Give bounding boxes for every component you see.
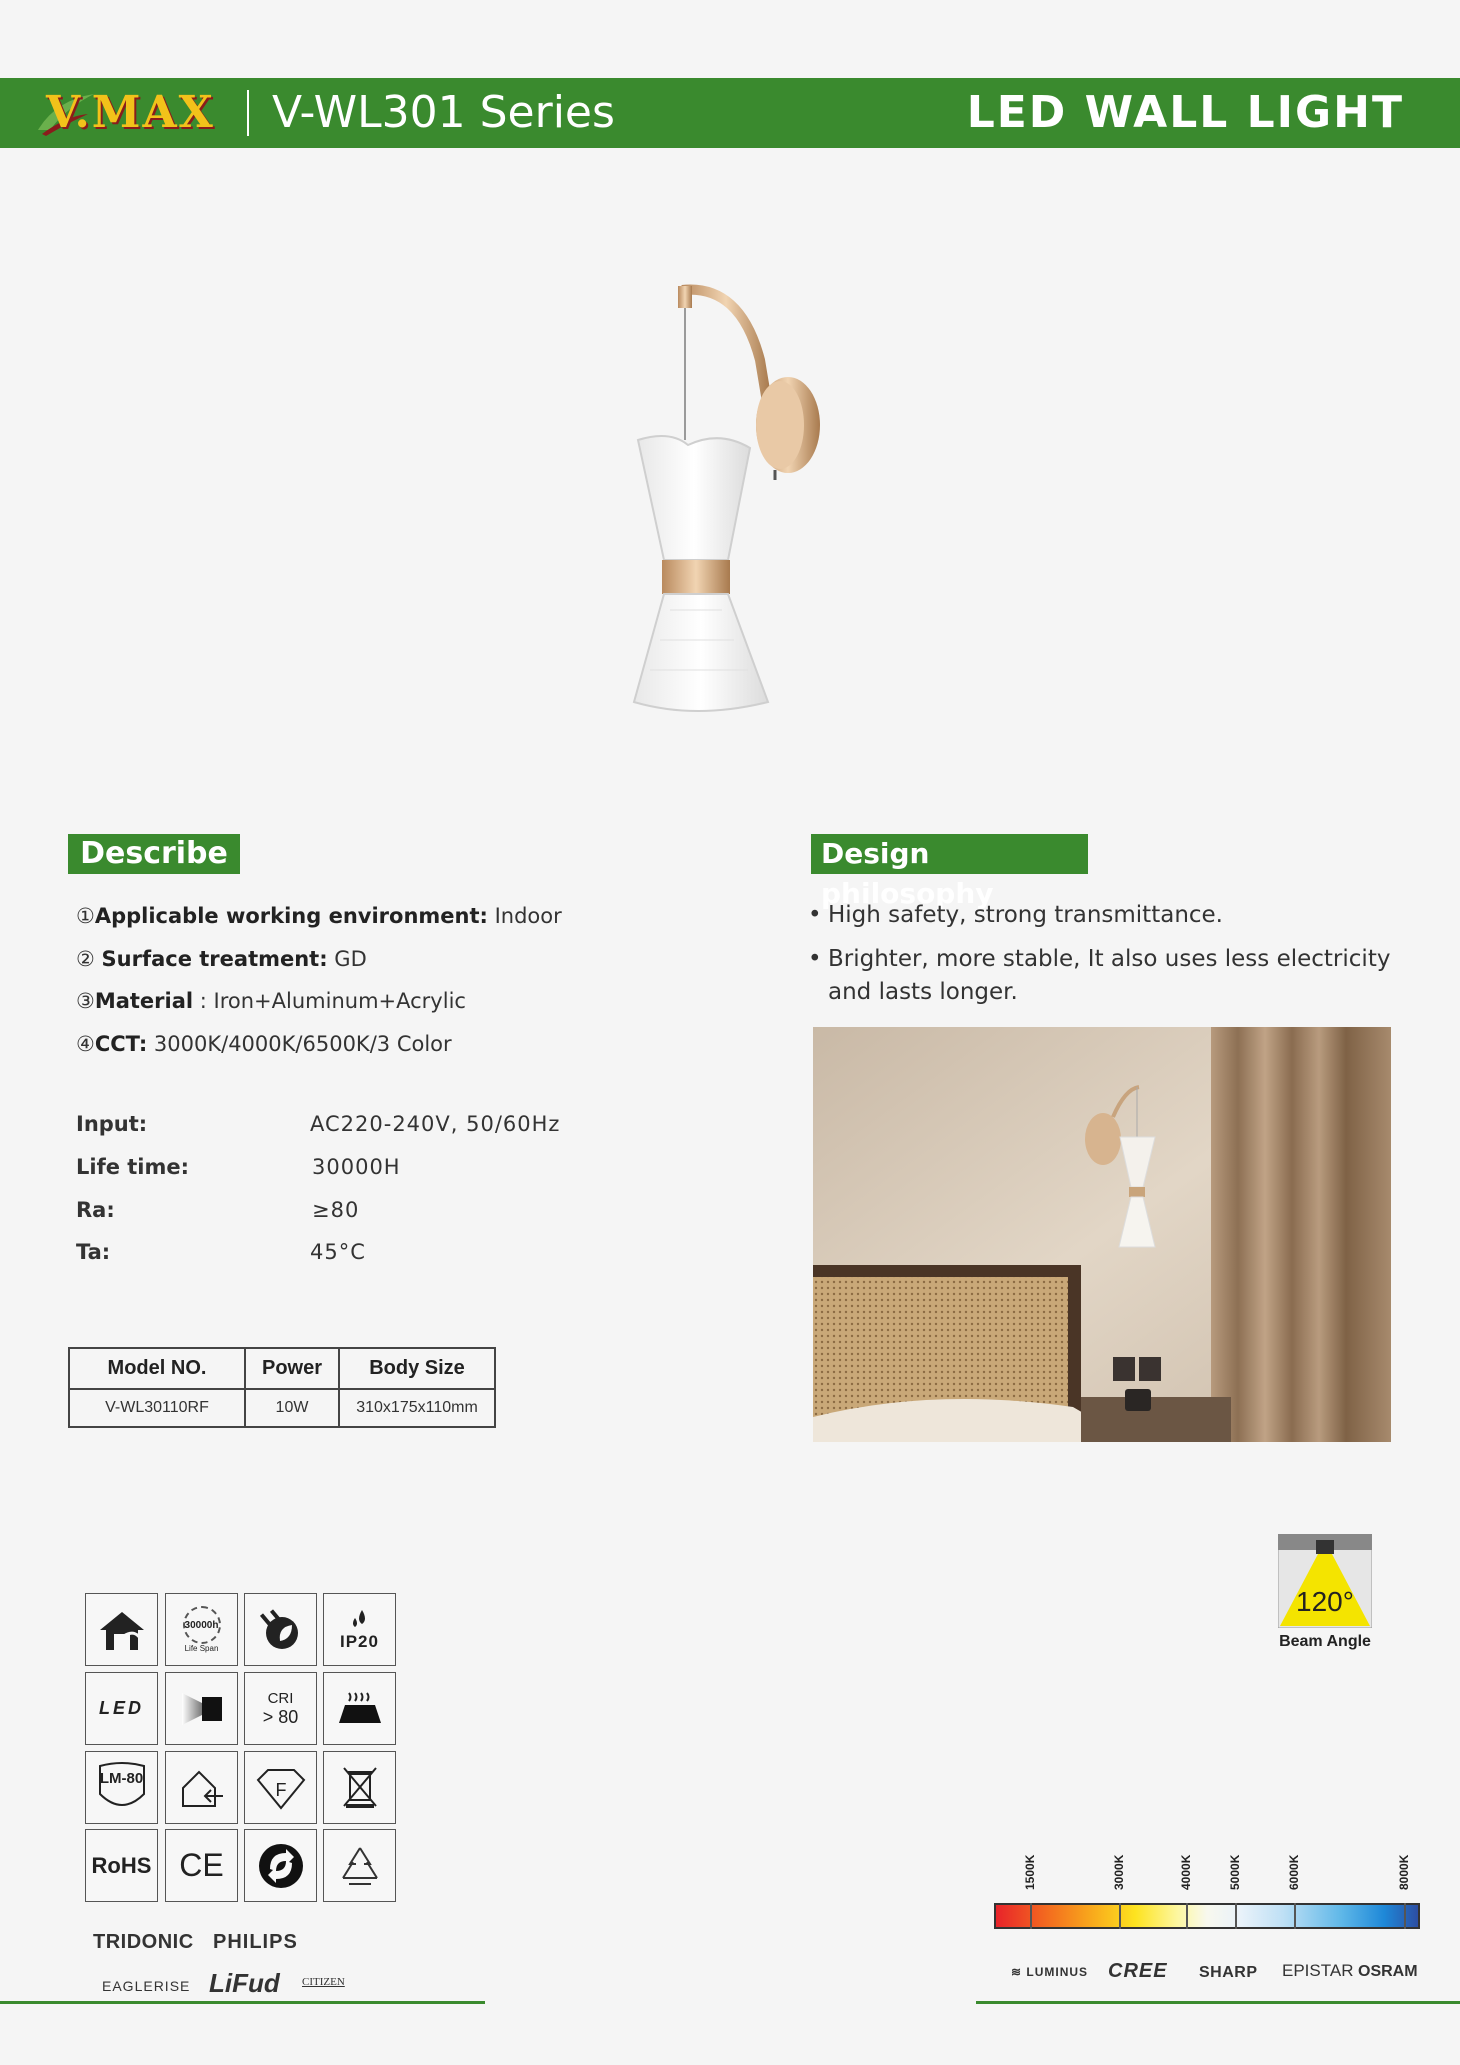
footer-line-right bbox=[976, 2001, 1460, 2004]
design-bullet-text: High safety, strong transmittance. bbox=[828, 902, 1223, 928]
brand-cree: CREE bbox=[1108, 1960, 1168, 1982]
brand-logo bbox=[38, 86, 215, 140]
cct-tick bbox=[1119, 1903, 1121, 1929]
ce-text: CE bbox=[179, 1847, 224, 1883]
brand-luminus-text: LUMINUS bbox=[1026, 1965, 1089, 1979]
table-header: Model NO. bbox=[69, 1348, 245, 1389]
describe-value: Indoor bbox=[487, 904, 562, 928]
table-cell: 10W bbox=[245, 1389, 339, 1427]
describe-item-surface bbox=[76, 944, 367, 974]
describe-heading: Describe bbox=[68, 834, 240, 874]
spec-label-input: Input: bbox=[76, 1112, 148, 1136]
led-icon bbox=[85, 1672, 158, 1745]
describe-item-cct bbox=[76, 1029, 452, 1059]
design-heading: Design philosophy bbox=[811, 834, 1088, 874]
design-bullet-text: Brighter, more stable, It also uses less electricity bbox=[828, 946, 1391, 972]
cct-gradient-bar bbox=[994, 1903, 1420, 1929]
describe-item-environment bbox=[76, 901, 562, 931]
describe-num: ③ bbox=[76, 989, 95, 1013]
ip-rating-icon bbox=[323, 1593, 396, 1666]
indoor-arrow-icon bbox=[165, 1751, 238, 1824]
logo-text: V.MAX bbox=[46, 87, 215, 138]
table-header: Power bbox=[245, 1348, 339, 1389]
cct-label-5000k: 5000K bbox=[1228, 1854, 1242, 1890]
table-cell: 310x175x110mm bbox=[339, 1389, 495, 1427]
spec-label-ra: Ra: bbox=[76, 1198, 115, 1222]
brand-philips: PHILIPS bbox=[213, 1931, 298, 1953]
design-bullet-text: and lasts longer. bbox=[828, 979, 1018, 1005]
cri-label: CRI bbox=[267, 1689, 294, 1707]
product-photo bbox=[610, 280, 840, 720]
recycle-icon bbox=[323, 1829, 396, 1902]
product-type-title: LED WALL LIGHT bbox=[966, 87, 1404, 138]
beam-angle-label: Beam Angle bbox=[1279, 1633, 1371, 1650]
cct-label-4000k: 4000K bbox=[1179, 1854, 1193, 1890]
cri-icon bbox=[244, 1672, 317, 1745]
describe-num: ① bbox=[76, 904, 95, 928]
rohs-icon bbox=[85, 1829, 158, 1902]
brand-osram: OSRAM bbox=[1358, 1963, 1418, 1980]
brand-eaglerise: EAGLERISE bbox=[102, 1978, 191, 1994]
f-mark-icon bbox=[244, 1751, 317, 1824]
weee-bin-icon bbox=[323, 1751, 396, 1824]
spec-value-input: AC220-240V, 50/60Hz bbox=[310, 1112, 561, 1136]
header-bar bbox=[0, 78, 1460, 148]
ip-rating-text: IP20 bbox=[340, 1631, 379, 1651]
table-header: Body Size bbox=[339, 1348, 495, 1389]
brand-sharp: SHARP bbox=[1199, 1964, 1258, 1981]
lifespan-value: 30000h bbox=[184, 1619, 219, 1631]
led-text: LED bbox=[99, 1698, 144, 1718]
lm80-text: LM-80 bbox=[99, 1770, 144, 1787]
heat-dissipation-icon bbox=[323, 1672, 396, 1745]
cri-value: > 80 bbox=[262, 1706, 299, 1727]
describe-label: Applicable working environment: bbox=[94, 904, 488, 928]
brand-epistar: EPISTAR bbox=[1282, 1961, 1354, 1980]
rohs-text: RoHS bbox=[91, 1852, 152, 1878]
cct-label-3000k: 3000K bbox=[1112, 1854, 1126, 1890]
describe-value: 3000K/4000K/6500K/3 Color bbox=[147, 1032, 452, 1056]
describe-label: Material bbox=[94, 989, 194, 1013]
cct-tick bbox=[1404, 1903, 1406, 1929]
footer-line-left bbox=[0, 2001, 485, 2004]
lm80-icon bbox=[85, 1751, 158, 1824]
describe-num: ② bbox=[76, 947, 102, 971]
describe-label: Surface treatment: bbox=[101, 947, 328, 971]
describe-label: CCT: bbox=[94, 1032, 148, 1056]
lifespan-label: Life Span bbox=[184, 1644, 219, 1653]
green-dot-icon bbox=[244, 1829, 317, 1902]
spec-value-ra: ≥80 bbox=[312, 1198, 360, 1222]
brand-tridonic: TRIDONIC bbox=[93, 1931, 194, 1953]
spec-value-ta: 45°C bbox=[310, 1240, 366, 1264]
describe-num: ④ bbox=[76, 1032, 95, 1056]
describe-value: : Iron+Aluminum+Acrylic bbox=[193, 989, 466, 1013]
table-header-row bbox=[69, 1348, 495, 1389]
cct-tick bbox=[1186, 1903, 1188, 1929]
lifespan-icon bbox=[165, 1593, 238, 1666]
cct-label-8000k: 8000K bbox=[1397, 1854, 1411, 1890]
header-divider bbox=[247, 90, 249, 136]
svg-text:F: F bbox=[275, 1779, 286, 1800]
brand-citizen: CITIZEN bbox=[302, 1976, 345, 1988]
cct-tick bbox=[1030, 1903, 1032, 1929]
indoor-house-icon bbox=[85, 1593, 158, 1666]
design-bullet: • bbox=[808, 946, 822, 972]
room-scene-photo bbox=[813, 1027, 1391, 1442]
series-title: V-WL301 Series bbox=[272, 87, 615, 138]
ce-mark-icon bbox=[165, 1829, 238, 1902]
describe-item-material bbox=[76, 986, 466, 1016]
table-cell: V-WL30110RF bbox=[69, 1389, 245, 1427]
brand-lifud: LiFud bbox=[209, 1968, 280, 1998]
brand-luminus: ≋ LUMINUS bbox=[1011, 1965, 1089, 1979]
cct-tick bbox=[1294, 1903, 1296, 1929]
table-row bbox=[69, 1389, 495, 1427]
spec-label-life: Life time: bbox=[76, 1155, 190, 1179]
design-bullet: • bbox=[808, 902, 822, 928]
spec-value-life: 30000H bbox=[312, 1155, 401, 1179]
beam-angle-value: 120° bbox=[1296, 1586, 1354, 1617]
describe-value: GD bbox=[327, 947, 367, 971]
cct-label-6000k: 6000K bbox=[1287, 1854, 1301, 1890]
eco-plug-icon bbox=[244, 1593, 317, 1666]
cct-label-1500k: 1500K bbox=[1023, 1854, 1037, 1890]
dimming-icon bbox=[165, 1672, 238, 1745]
cct-tick bbox=[1235, 1903, 1237, 1929]
spec-label-ta: Ta: bbox=[76, 1240, 111, 1264]
model-table bbox=[68, 1347, 496, 1428]
